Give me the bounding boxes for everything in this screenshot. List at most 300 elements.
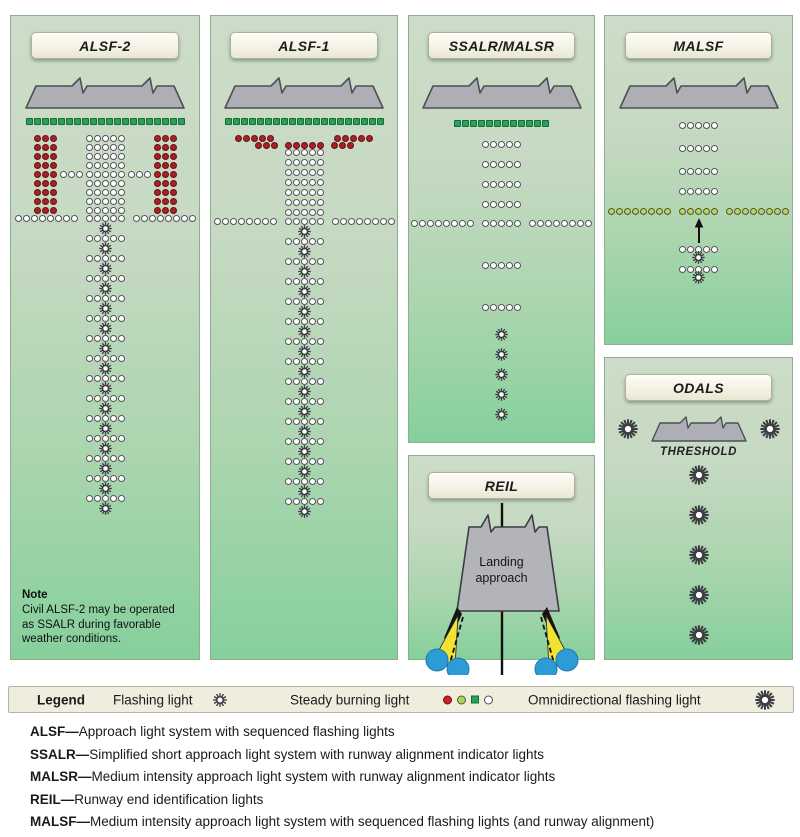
white-steady-light <box>506 304 513 311</box>
red-steady-light <box>154 162 161 169</box>
white-steady-light <box>86 415 93 422</box>
white-steady-light <box>309 159 316 166</box>
threshold-green-light <box>486 120 493 127</box>
white-steady-light <box>270 218 277 225</box>
odals-lights <box>605 458 792 645</box>
white-steady-light <box>110 395 117 402</box>
white-steady-light <box>506 141 513 148</box>
light-row <box>86 415 125 422</box>
light-row <box>298 305 311 318</box>
white-steady-light <box>293 238 300 245</box>
red-steady-light <box>34 135 41 142</box>
light-bar <box>86 153 125 160</box>
red-steady-light <box>154 180 161 187</box>
light-bar <box>34 189 57 196</box>
omnidirectional-flashing-light-icon <box>755 690 775 710</box>
red-steady-light <box>162 153 169 160</box>
white-steady-light <box>94 415 101 422</box>
light-bar <box>689 505 709 525</box>
sequenced-flashing-light-icon <box>99 442 112 455</box>
white-steady-light <box>293 358 300 365</box>
light-row <box>99 442 112 455</box>
white-steady-light <box>94 135 101 142</box>
light-bar <box>86 180 125 187</box>
threshold-green-light <box>329 118 336 125</box>
red-steady-light <box>50 189 57 196</box>
white-steady-light <box>293 338 300 345</box>
white-steady-light <box>317 438 324 445</box>
white-steady-light <box>86 495 93 502</box>
white-steady-light <box>94 189 101 196</box>
light-bar <box>154 171 177 178</box>
light-row <box>692 271 705 284</box>
light-row <box>285 258 324 265</box>
white-steady-light <box>490 161 497 168</box>
light-row <box>86 435 125 442</box>
white-steady-light <box>86 180 93 187</box>
white-steady-light <box>490 304 497 311</box>
threshold-green-light <box>478 120 485 127</box>
red-steady-light <box>293 142 300 149</box>
red-steady-light <box>350 135 357 142</box>
white-steady-light <box>128 171 135 178</box>
sequenced-flashing-light-icon <box>298 265 311 278</box>
white-steady-light <box>687 122 694 129</box>
white-steady-light <box>490 201 497 208</box>
white-steady-light <box>94 475 101 482</box>
white-steady-light <box>309 199 316 206</box>
light-row <box>495 348 508 361</box>
white-steady-light <box>60 171 67 178</box>
red-steady-light <box>154 144 161 151</box>
light-bar <box>298 265 311 278</box>
threshold-green-light <box>138 118 145 125</box>
threshold-green-light <box>462 120 469 127</box>
white-steady-light <box>317 338 324 345</box>
light-row <box>285 338 324 345</box>
white-steady-light <box>293 458 300 465</box>
white-steady-light <box>110 475 117 482</box>
white-steady-light <box>118 189 125 196</box>
white-steady-light <box>94 235 101 242</box>
light-bar <box>86 335 125 342</box>
white-steady-light <box>102 162 109 169</box>
white-steady-light <box>498 141 505 148</box>
white-steady-light <box>301 149 308 156</box>
threshold-green-light <box>42 118 49 125</box>
malsf-runway <box>605 76 792 110</box>
light-bar <box>214 218 277 225</box>
light-bar <box>34 180 57 187</box>
light-bar <box>86 215 125 222</box>
light-bar <box>679 188 718 195</box>
definition-term: REIL <box>30 791 61 807</box>
light-bar <box>154 180 177 187</box>
white-steady-light <box>118 207 125 214</box>
white-steady-light <box>238 218 245 225</box>
light-row <box>285 318 324 325</box>
light-row <box>285 438 324 445</box>
light-bar <box>454 120 549 127</box>
threshold-green-light <box>534 120 541 127</box>
light-bar <box>285 169 324 176</box>
white-steady-light <box>293 298 300 305</box>
white-steady-light <box>285 258 292 265</box>
light-bar <box>34 153 57 160</box>
white-steady-light <box>285 159 292 166</box>
white-steady-light <box>94 335 101 342</box>
white-steady-light <box>118 255 125 262</box>
white-steady-light <box>309 338 316 345</box>
light-row <box>86 315 125 322</box>
green-steady-light-icon <box>457 695 466 704</box>
light-row <box>298 365 311 378</box>
light-bar <box>679 122 718 129</box>
white-steady-light <box>301 298 308 305</box>
light-row <box>34 135 177 142</box>
white-steady-light <box>679 246 686 253</box>
white-steady-light <box>529 220 536 227</box>
light-bar <box>495 408 508 421</box>
light-bar <box>34 144 57 151</box>
light-bar <box>60 171 83 178</box>
white-steady-light <box>102 435 109 442</box>
white-steady-light <box>482 201 489 208</box>
white-steady-light <box>230 218 237 225</box>
reil-light <box>447 658 469 675</box>
sequenced-flashing-light-icon <box>298 385 311 398</box>
definitions-list <box>30 724 790 837</box>
white-steady-light <box>498 161 505 168</box>
white-steady-light <box>585 220 592 227</box>
light-bar <box>285 149 324 156</box>
white-steady-light <box>301 338 308 345</box>
panel-alsf1 <box>210 15 398 660</box>
white-steady-light <box>102 189 109 196</box>
white-steady-light <box>317 358 324 365</box>
white-steady-light <box>293 498 300 505</box>
light-row <box>482 181 521 188</box>
light-row <box>99 282 112 295</box>
white-steady-light <box>301 199 308 206</box>
light-bar <box>34 207 57 214</box>
red-steady-light <box>50 180 57 187</box>
light-row <box>86 335 125 342</box>
red-steady-light <box>162 189 169 196</box>
red-steady-light <box>42 207 49 214</box>
white-steady-light <box>695 122 702 129</box>
sequenced-flashing-light-icon <box>99 342 112 355</box>
red-steady-light <box>170 189 177 196</box>
light-bar <box>689 465 709 485</box>
light-row <box>285 159 324 166</box>
light-bar <box>86 295 125 302</box>
light-bar <box>86 315 125 322</box>
white-steady-light <box>380 218 387 225</box>
white-steady-light <box>419 220 426 227</box>
white-steady-light <box>309 258 316 265</box>
malsf-title: MALSF <box>625 32 773 59</box>
light-bar <box>298 365 311 378</box>
white-steady-light <box>110 207 117 214</box>
white-steady-light <box>711 145 718 152</box>
green-steady-light <box>758 208 765 215</box>
green-steady-light <box>774 208 781 215</box>
white-steady-light <box>309 179 316 186</box>
white-steady-light-icon <box>484 695 493 704</box>
ssalr-malsr-lights <box>409 110 594 421</box>
red-steady-light <box>259 135 266 142</box>
white-steady-light <box>118 135 125 142</box>
light-bar <box>99 402 112 415</box>
reil-light <box>535 658 557 675</box>
light-row <box>679 145 718 152</box>
white-steady-light <box>703 188 710 195</box>
green-steady-light <box>679 208 686 215</box>
threshold-green-light <box>510 120 517 127</box>
white-steady-light <box>285 458 292 465</box>
light-row <box>34 162 177 169</box>
white-steady-light <box>285 218 292 225</box>
light-bar <box>86 255 125 262</box>
white-steady-light <box>348 218 355 225</box>
white-steady-light <box>110 275 117 282</box>
definition-term: MALSF <box>30 814 77 829</box>
white-steady-light <box>55 215 62 222</box>
ssalr-runway <box>409 76 594 110</box>
white-steady-light <box>301 358 308 365</box>
white-steady-light <box>118 315 125 322</box>
red-steady-light <box>251 135 258 142</box>
red-steady-light <box>34 198 41 205</box>
omnidirectional-flashing-light-icon <box>689 465 709 485</box>
white-steady-light <box>118 162 125 169</box>
threshold-green-light <box>154 118 161 125</box>
sequenced-flashing-light-icon <box>99 462 112 475</box>
alsf2-note <box>22 588 194 647</box>
light-row <box>285 498 324 505</box>
white-steady-light <box>94 315 101 322</box>
red-steady-light <box>42 180 49 187</box>
light-bar <box>298 405 311 418</box>
light-bar <box>128 171 151 178</box>
white-steady-light <box>39 215 46 222</box>
light-bar <box>285 498 324 505</box>
light-bar <box>86 475 125 482</box>
white-steady-light <box>482 262 489 269</box>
sequenced-flashing-light-icon <box>495 408 508 421</box>
white-steady-light <box>711 188 718 195</box>
light-row <box>99 342 112 355</box>
white-steady-light <box>94 435 101 442</box>
threshold-green-light <box>241 118 248 125</box>
light-row <box>692 251 705 264</box>
threshold-green-light <box>146 118 153 125</box>
threshold-green-light <box>494 120 501 127</box>
light-row <box>86 355 125 362</box>
red-steady-light <box>50 153 57 160</box>
red-steady-light <box>317 142 324 149</box>
runway-threshold-shape <box>647 415 751 443</box>
red-steady-light <box>42 135 49 142</box>
light-bar <box>482 304 521 311</box>
light-bar <box>411 220 474 227</box>
threshold-green-light <box>178 118 185 125</box>
white-steady-light <box>118 415 125 422</box>
light-row <box>86 375 125 382</box>
white-steady-light <box>102 315 109 322</box>
light-bar <box>285 338 324 345</box>
threshold-green-light <box>337 118 344 125</box>
white-steady-light <box>506 161 513 168</box>
white-steady-light <box>214 218 221 225</box>
green-steady-light <box>750 208 757 215</box>
white-steady-light <box>94 207 101 214</box>
sequenced-flashing-light-icon <box>298 405 311 418</box>
reil-light <box>426 649 448 671</box>
light-bar <box>86 207 125 214</box>
white-steady-light <box>482 304 489 311</box>
light-bar <box>99 382 112 395</box>
threshold-green-light <box>98 118 105 125</box>
threshold-green-light <box>106 118 113 125</box>
white-steady-light <box>118 144 125 151</box>
threshold-green-light <box>353 118 360 125</box>
light-row <box>285 278 324 285</box>
white-steady-light <box>86 135 93 142</box>
white-steady-light <box>711 246 718 253</box>
red-steady-light <box>34 207 41 214</box>
light-row <box>285 378 324 385</box>
light-bar <box>86 135 125 142</box>
red-steady-light <box>50 198 57 205</box>
runway-threshold-shape <box>617 76 781 110</box>
white-steady-light <box>110 255 117 262</box>
red-steady-light <box>34 144 41 151</box>
light-bar <box>285 189 324 196</box>
sequenced-flashing-light-icon <box>298 285 311 298</box>
white-steady-light <box>443 220 450 227</box>
white-steady-light <box>118 475 125 482</box>
white-steady-light <box>711 122 718 129</box>
light-bar <box>679 145 718 152</box>
light-bar <box>298 325 311 338</box>
white-steady-light <box>285 189 292 196</box>
white-steady-light <box>293 438 300 445</box>
light-bar <box>285 142 324 149</box>
white-steady-light <box>94 395 101 402</box>
white-steady-light <box>703 168 710 175</box>
sequenced-flashing-light-icon <box>99 502 112 515</box>
threshold-green-light <box>170 118 177 125</box>
light-bar <box>86 171 125 178</box>
white-steady-light <box>285 238 292 245</box>
landing-approach-label <box>417 555 587 586</box>
white-steady-light <box>498 304 505 311</box>
reil-light <box>556 649 578 671</box>
light-row <box>34 144 177 151</box>
sequenced-flashing-light-icon <box>692 251 705 264</box>
light-bar <box>679 168 718 175</box>
light-row <box>298 245 311 258</box>
threshold-green-light <box>162 118 169 125</box>
white-steady-light <box>293 179 300 186</box>
light-bar <box>298 305 311 318</box>
steady-light-symbols <box>443 695 493 704</box>
white-steady-light <box>110 180 117 187</box>
white-steady-light <box>110 198 117 205</box>
odals-title: ODALS <box>625 374 773 401</box>
sequenced-flashing-light-icon <box>495 328 508 341</box>
green-steady-light <box>726 208 733 215</box>
red-steady-light-icon <box>443 695 452 704</box>
white-steady-light <box>506 201 513 208</box>
light-bar <box>34 135 57 142</box>
light-row <box>285 209 324 216</box>
sequenced-flashing-light-icon <box>298 505 311 518</box>
white-steady-light <box>293 378 300 385</box>
white-steady-light <box>467 220 474 227</box>
reil-title: REIL <box>428 472 574 499</box>
light-bar <box>285 438 324 445</box>
legend-flashing-label: Flashing light <box>113 692 193 707</box>
white-steady-light <box>23 215 30 222</box>
light-bar <box>332 218 395 225</box>
white-steady-light <box>309 298 316 305</box>
green-steady-light <box>648 208 655 215</box>
white-steady-light <box>317 238 324 245</box>
light-bar <box>154 144 177 151</box>
red-steady-light <box>255 142 262 149</box>
red-steady-light <box>331 142 338 149</box>
omnidirectional-flashing-light-icon <box>689 545 709 565</box>
light-bar <box>86 189 125 196</box>
white-steady-light <box>293 189 300 196</box>
light-row <box>255 142 354 149</box>
up-arrow-icon <box>692 218 706 243</box>
white-steady-light <box>68 171 75 178</box>
white-steady-light <box>86 255 93 262</box>
omnidirectional-flashing-light-icon <box>689 625 709 645</box>
light-bar <box>692 251 705 264</box>
white-steady-light <box>679 168 686 175</box>
white-steady-light <box>94 215 101 222</box>
white-steady-light <box>703 122 710 129</box>
runway-threshold-shape <box>420 76 584 110</box>
white-steady-light <box>301 218 308 225</box>
light-bar <box>154 189 177 196</box>
white-steady-light <box>86 375 93 382</box>
light-bar <box>99 282 112 295</box>
white-steady-light <box>695 145 702 152</box>
white-steady-light <box>94 495 101 502</box>
white-steady-light <box>309 238 316 245</box>
white-steady-light <box>301 418 308 425</box>
red-steady-light <box>42 162 49 169</box>
white-steady-light <box>317 179 324 186</box>
white-steady-light <box>102 215 109 222</box>
alsf2-title: ALSF-2 <box>31 32 180 59</box>
threshold-green-light <box>289 118 296 125</box>
red-steady-light <box>243 135 250 142</box>
light-row <box>34 189 177 196</box>
light-bar <box>482 181 521 188</box>
light-row <box>689 505 709 525</box>
white-steady-light <box>118 335 125 342</box>
red-steady-light <box>162 135 169 142</box>
white-steady-light <box>569 220 576 227</box>
red-steady-light <box>50 135 57 142</box>
